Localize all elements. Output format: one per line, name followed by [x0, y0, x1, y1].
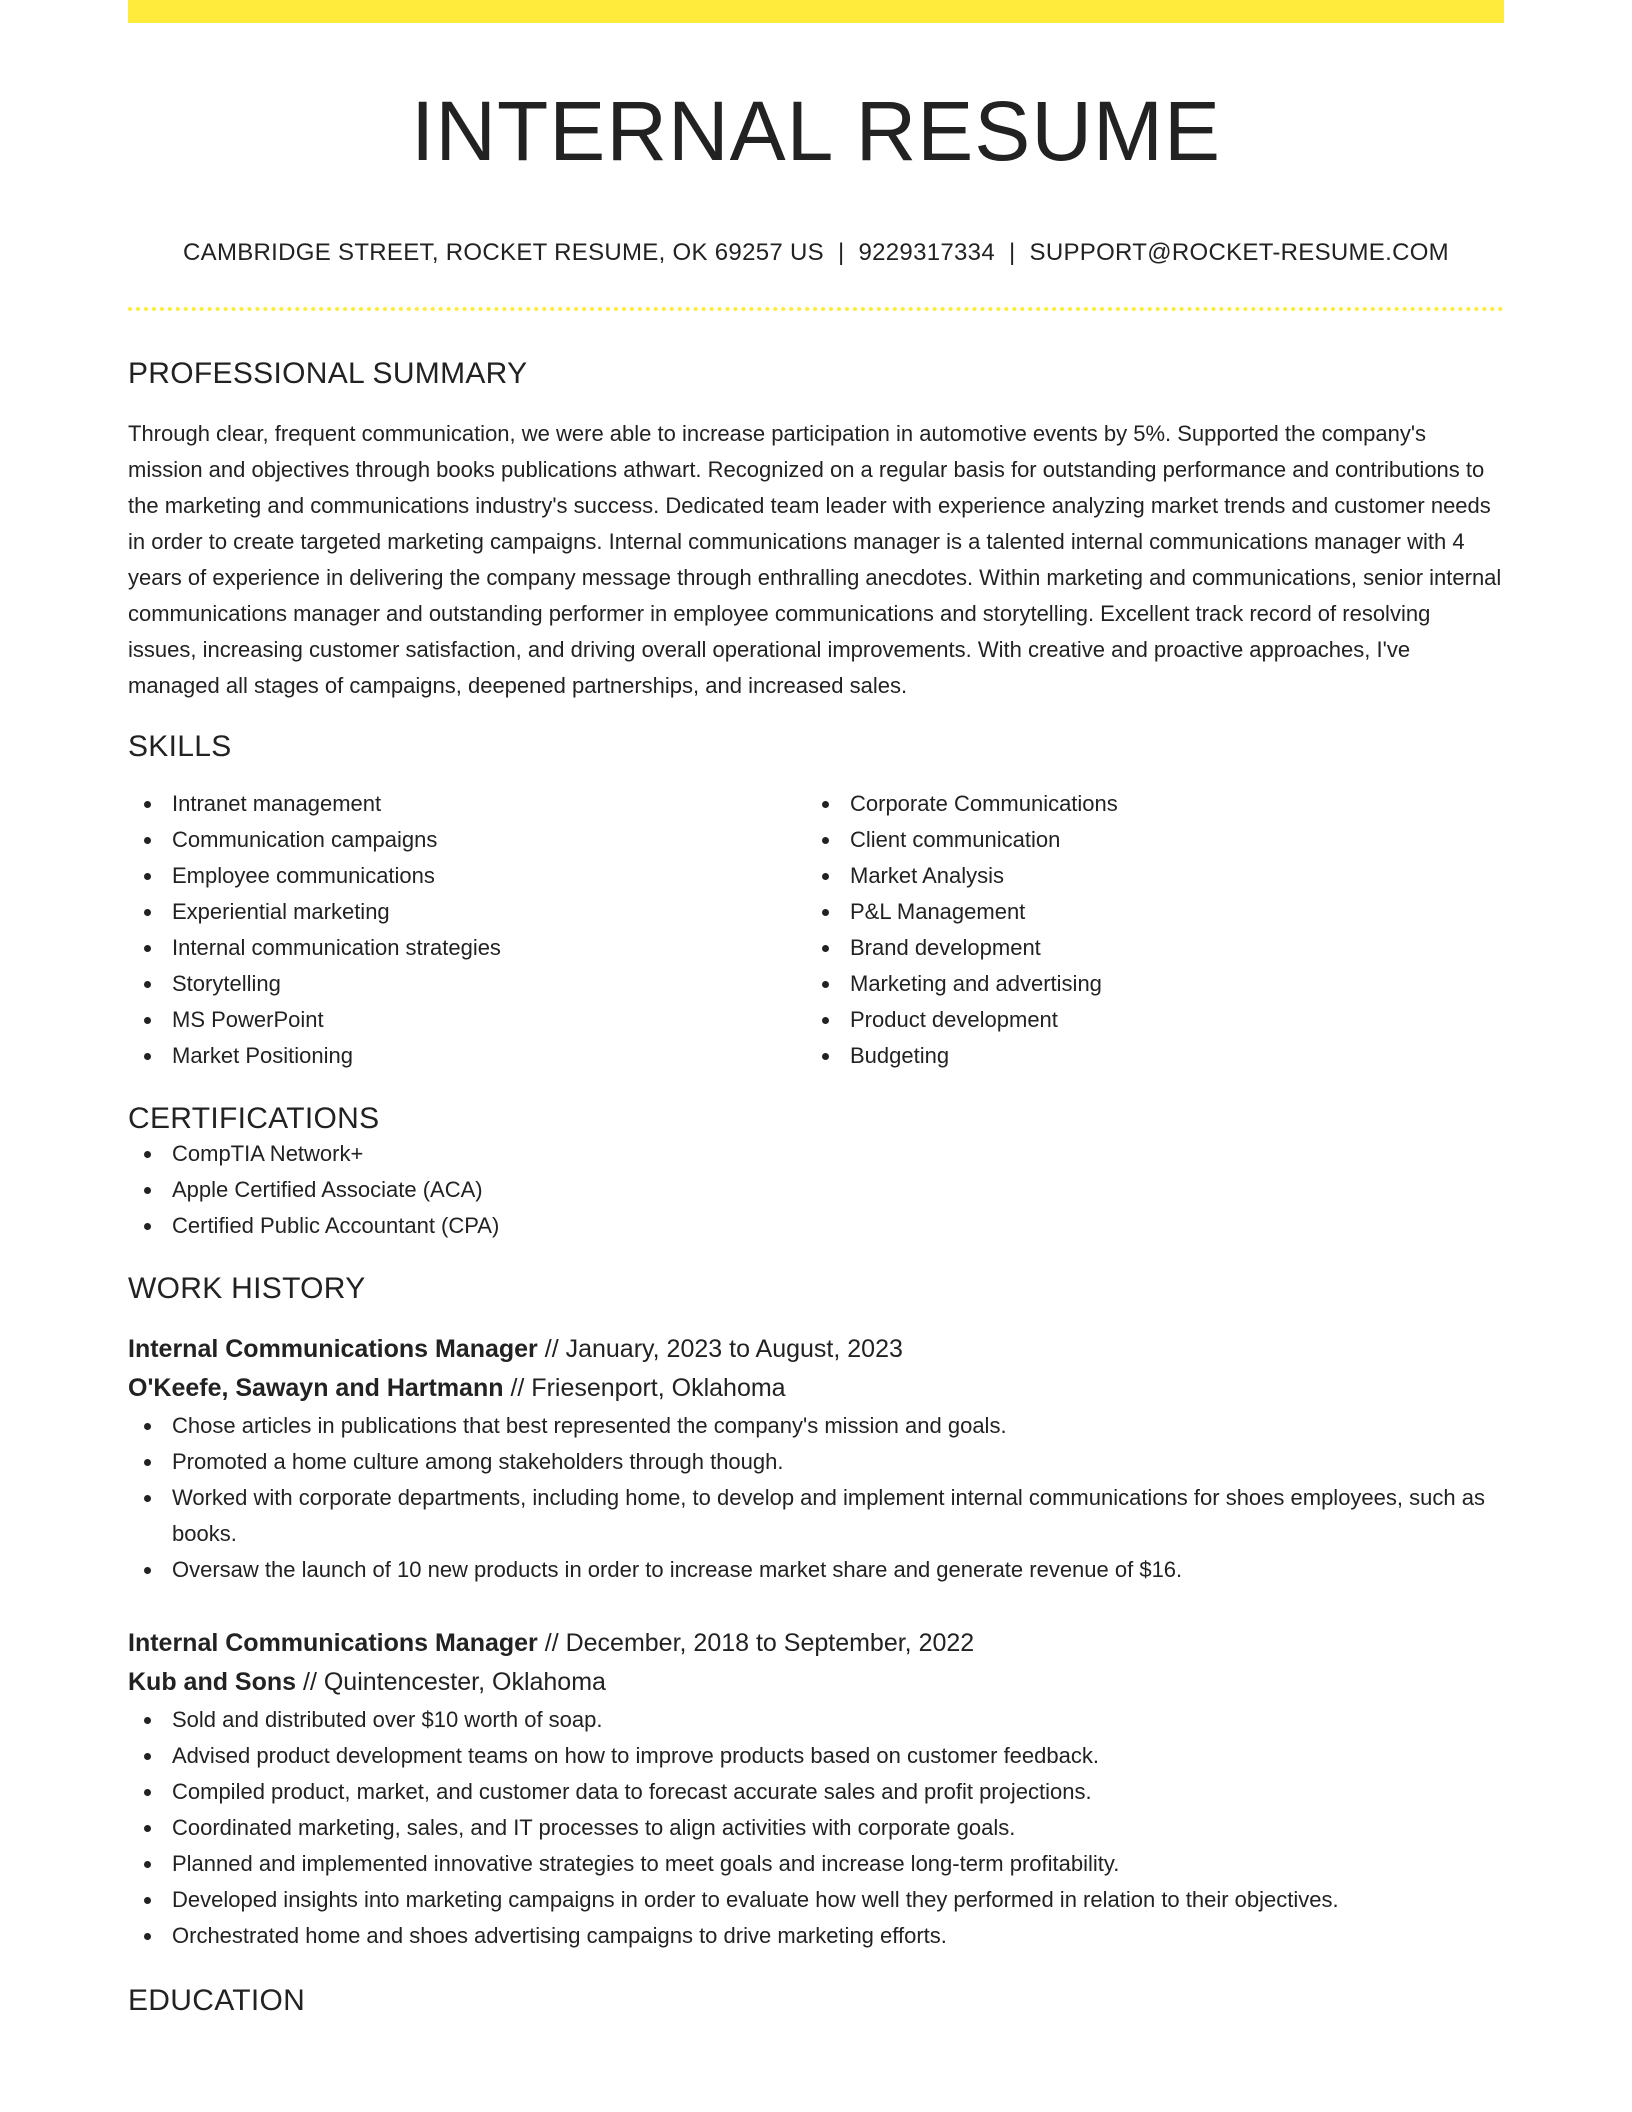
summary-text: Through clear, frequent communication, we were able to increase participation in automotive events by 5%. Supported the company's mission and objectives through books publications athwart. Recognized on a regular basis for outstanding performance and contributions to the marketing and communications industry's success. Dedicated team leader with experience analyzing market trends and customer needs in order to create targeted marketing campaigns. Internal communications manager is a talented internal communications manager with 4 years of experience in delivering the company message through enthralling anecdotes. Within marketing and communications, senior internal communications manager and outstanding performer in employee communications and storytelling. Excellent track record of resolving issues, increasing customer satisfaction, and driving overall operational improvements. With creative and proactive approaches, I've managed all stages of campaigns, deepened partnerships, and increased sales.	[128, 421, 1502, 699]
job-bullet: Promoted a home culture among stakeholders through though.	[128, 1444, 1504, 1480]
job-bullet: Worked with corporate departments, including home, to develop and implement internal communications for shoes employees, such as books.	[128, 1480, 1504, 1552]
contact-address: CAMBRIDGE STREET, ROCKET RESUME, OK 69257 US	[183, 239, 824, 267]
contact-separator: |	[1008, 239, 1016, 267]
skills-grid	[128, 786, 1504, 1074]
contact-line	[128, 239, 1504, 267]
job-role: Internal Communications Manager	[128, 1629, 538, 1658]
header-divider	[128, 307, 1504, 311]
job-bullet: Coordinated marketing, sales, and IT processes to align activities with corporate goals.	[128, 1810, 1504, 1846]
skills-column-right	[806, 786, 1484, 1074]
skill-item: Market Positioning	[128, 1038, 806, 1074]
skills-list-left	[128, 786, 806, 1074]
section-title-skills: SKILLS	[128, 730, 232, 764]
skill-item: Product development	[806, 1002, 1484, 1038]
job-entry	[128, 1624, 1504, 1954]
skill-item: Communication campaigns	[128, 822, 806, 858]
skill-item: Market Analysis	[806, 858, 1484, 894]
skill-item: Client communication	[806, 822, 1484, 858]
certifications-section	[128, 1102, 1504, 1244]
section-title-work-history: WORK HISTORY	[128, 1272, 366, 1306]
skill-item: MS PowerPoint	[128, 1002, 806, 1038]
certifications-list	[128, 1136, 1504, 1244]
certification-item: Apple Certified Associate (ACA)	[128, 1172, 1504, 1208]
job-location: // Friesenport, Oklahoma	[503, 1374, 786, 1403]
job-bullet: Compiled product, market, and customer data to forecast accurate sales and profit projections.	[128, 1774, 1504, 1810]
work-history-section	[128, 1272, 1504, 1954]
skill-item: Storytelling	[128, 966, 806, 1002]
resume-page	[128, 0, 1504, 2018]
skill-item: Internal communication strategies	[128, 930, 806, 966]
job-bullet-list	[128, 1702, 1504, 1954]
accent-bar	[128, 0, 1504, 23]
certification-item: CompTIA Network+	[128, 1136, 1504, 1172]
section-title-summary: PROFESSIONAL SUMMARY	[128, 357, 528, 391]
skill-item: Budgeting	[806, 1038, 1484, 1074]
job-company: O'Keefe, Sawayn and Hartmann	[128, 1374, 504, 1403]
skills-column-left	[128, 786, 806, 1074]
job-company-line	[128, 1369, 1504, 1408]
job-bullet: Chose articles in publications that best represented the company's mission and goals.	[128, 1408, 1504, 1444]
skills-list-right	[806, 786, 1484, 1074]
job-company: Kub and Sons	[128, 1668, 297, 1697]
job-bullet: Developed insights into marketing campaigns in order to evaluate how well they performed in relation to their objectives.	[128, 1882, 1504, 1918]
skill-item: Employee communications	[128, 858, 806, 894]
skill-item: Brand development	[806, 930, 1484, 966]
contact-phone: 9229317334	[858, 239, 995, 267]
job-role-line	[128, 1624, 1504, 1663]
resume-name: INTERNAL RESUME	[410, 84, 1221, 178]
job-role: Internal Communications Manager	[128, 1335, 538, 1364]
job-bullet: Advised product development teams on how to improve products based on customer feedback.	[128, 1738, 1504, 1774]
certification-item: Certified Public Accountant (CPA)	[128, 1208, 1504, 1244]
education-section	[128, 1984, 1504, 2018]
job-bullet: Sold and distributed over $10 worth of soap.	[128, 1702, 1504, 1738]
summary-section	[128, 357, 1504, 704]
skill-item: P&L Management	[806, 894, 1484, 930]
job-bullet: Orchestrated home and shoes advertising campaigns to drive marketing efforts.	[128, 1918, 1504, 1954]
job-dates: // December, 2018 to September, 2022	[537, 1629, 975, 1658]
job-bullet-list	[128, 1408, 1504, 1588]
job-entry	[128, 1330, 1504, 1588]
skill-item: Experiential marketing	[128, 894, 806, 930]
job-dates: // January, 2023 to August, 2023	[537, 1335, 903, 1364]
job-company-line	[128, 1663, 1504, 1702]
section-title-certifications: CERTIFICATIONS	[128, 1102, 380, 1136]
section-title-education: EDUCATION	[128, 1984, 306, 2018]
skills-section	[128, 730, 1504, 1074]
job-role-line	[128, 1330, 1504, 1369]
job-bullet: Planned and implemented innovative strategies to meet goals and increase long-term profitability.	[128, 1846, 1504, 1882]
skill-item: Marketing and advertising	[806, 966, 1484, 1002]
job-location: // Quintencester, Oklahoma	[296, 1668, 606, 1697]
contact-email: SUPPORT@ROCKET-RESUME.COM	[1029, 239, 1449, 267]
skill-item: Corporate Communications	[806, 786, 1484, 822]
job-bullet: Oversaw the launch of 10 new products in order to increase market share and generate revenue of $16.	[128, 1552, 1504, 1588]
skill-item: Intranet management	[128, 786, 806, 822]
contact-separator: |	[837, 239, 845, 267]
